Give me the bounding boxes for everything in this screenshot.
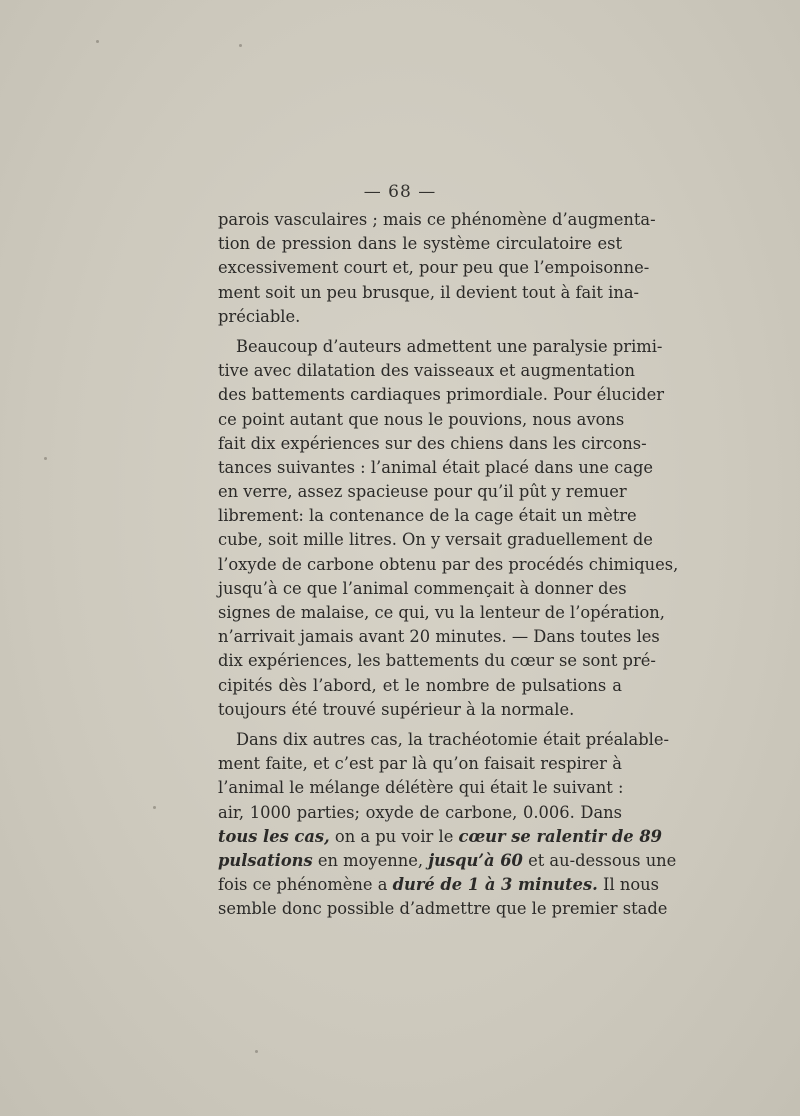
emphasis-text: pulsations [218,850,313,870]
paper-speck [44,457,47,460]
text-run: fois ce phénomène a [218,875,393,895]
text-line: tances suivantes : l’animal était placé dans une cage [218,457,654,477]
paper-speck [96,40,99,43]
text-line: cipités dès l’abord, et le nombre de pulsations a [218,675,622,695]
emphasis-text: cœur se ralentir de 89 [458,826,662,846]
paragraph-2 [218,335,679,722]
text-line: ment soit un peu brusque, il devient tout à fait ina- [218,282,640,302]
text-line: air, 1000 parties; oxyde de carbone, 0.006. Dans [218,802,622,822]
text-line: jusqu’à ce que l’animal commençait à donner des [218,578,627,598]
text-line: ment faite, et c’est par là qu’on faisait respirer à [218,754,622,774]
text-line: librement: la contenance de la cage était un mètre [218,506,637,526]
text-line: Beaucoup d’auteurs admettent une paralysie primi- [236,336,663,356]
text-line: n’arrivait jamais avant 20 minutes. — Dans toutes les [218,627,660,647]
text-line: ce point autant que nous le pouvions, nous avons [218,409,625,429]
text-line-emphasis [218,825,662,849]
emphasis-text: duré de 1 à 3 minutes. [392,875,598,895]
text-line: préciable. [218,306,301,326]
text-line: excessivement court et, pour peu que l’empoisonne- [218,258,650,278]
text-line: signes de malaise, ce qui, vu la lenteur de l’opération, [218,603,665,622]
text-line: parois vasculaires ; mais ce phénomène d’augmenta- [218,210,656,229]
paper-speck [255,1050,258,1053]
text-line: dix expériences, les battements du cœur se sont pré- [218,651,656,671]
emphasis-text: jusqu’à 60 [428,850,523,870]
text-line: tive avec dilatation des vaisseaux et augmentation [218,361,636,381]
text-run: Il nous [597,875,659,895]
page-number: — 68 — [363,182,437,202]
paragraph-3 [218,728,677,922]
text-run: et au-dessous une [522,850,677,870]
text-line: fait dix expériences sur des chiens dans les circons- [218,433,647,453]
paragraph-1 [218,208,656,329]
paper-speck [239,44,242,47]
text-line: l’animal le mélange délétère qui était le suivant : [218,778,624,798]
text-line: en verre, assez spacieuse pour qu’il pût y remuer [218,482,627,502]
emphasis-text: tous les cas, [218,826,330,846]
text-line: toujours été trouvé supérieur à la normale. [218,699,575,719]
text-line: tion de pression dans le système circulatoire est [218,234,622,254]
text-line: Dans dix autres cas, la trachéotomie était préalable- [236,729,669,749]
text-line: l’oxyde de carbone obtenu par des procédés chimiques, [218,554,679,574]
paper-speck [153,806,156,809]
text-run: en moyenne, [312,850,429,870]
text-line: des battements cardiaques primordiale. Pour élucider [218,385,665,405]
text-line-emphasis [218,849,677,873]
text-line: cube, soit mille litres. On y versait graduellement de [218,530,653,550]
text-line: semble donc possible d’admettre que le premier stade [218,899,668,919]
text-run: on a pu voir le [329,826,459,846]
text-line-emphasis [218,873,659,897]
body-text [218,208,679,921]
